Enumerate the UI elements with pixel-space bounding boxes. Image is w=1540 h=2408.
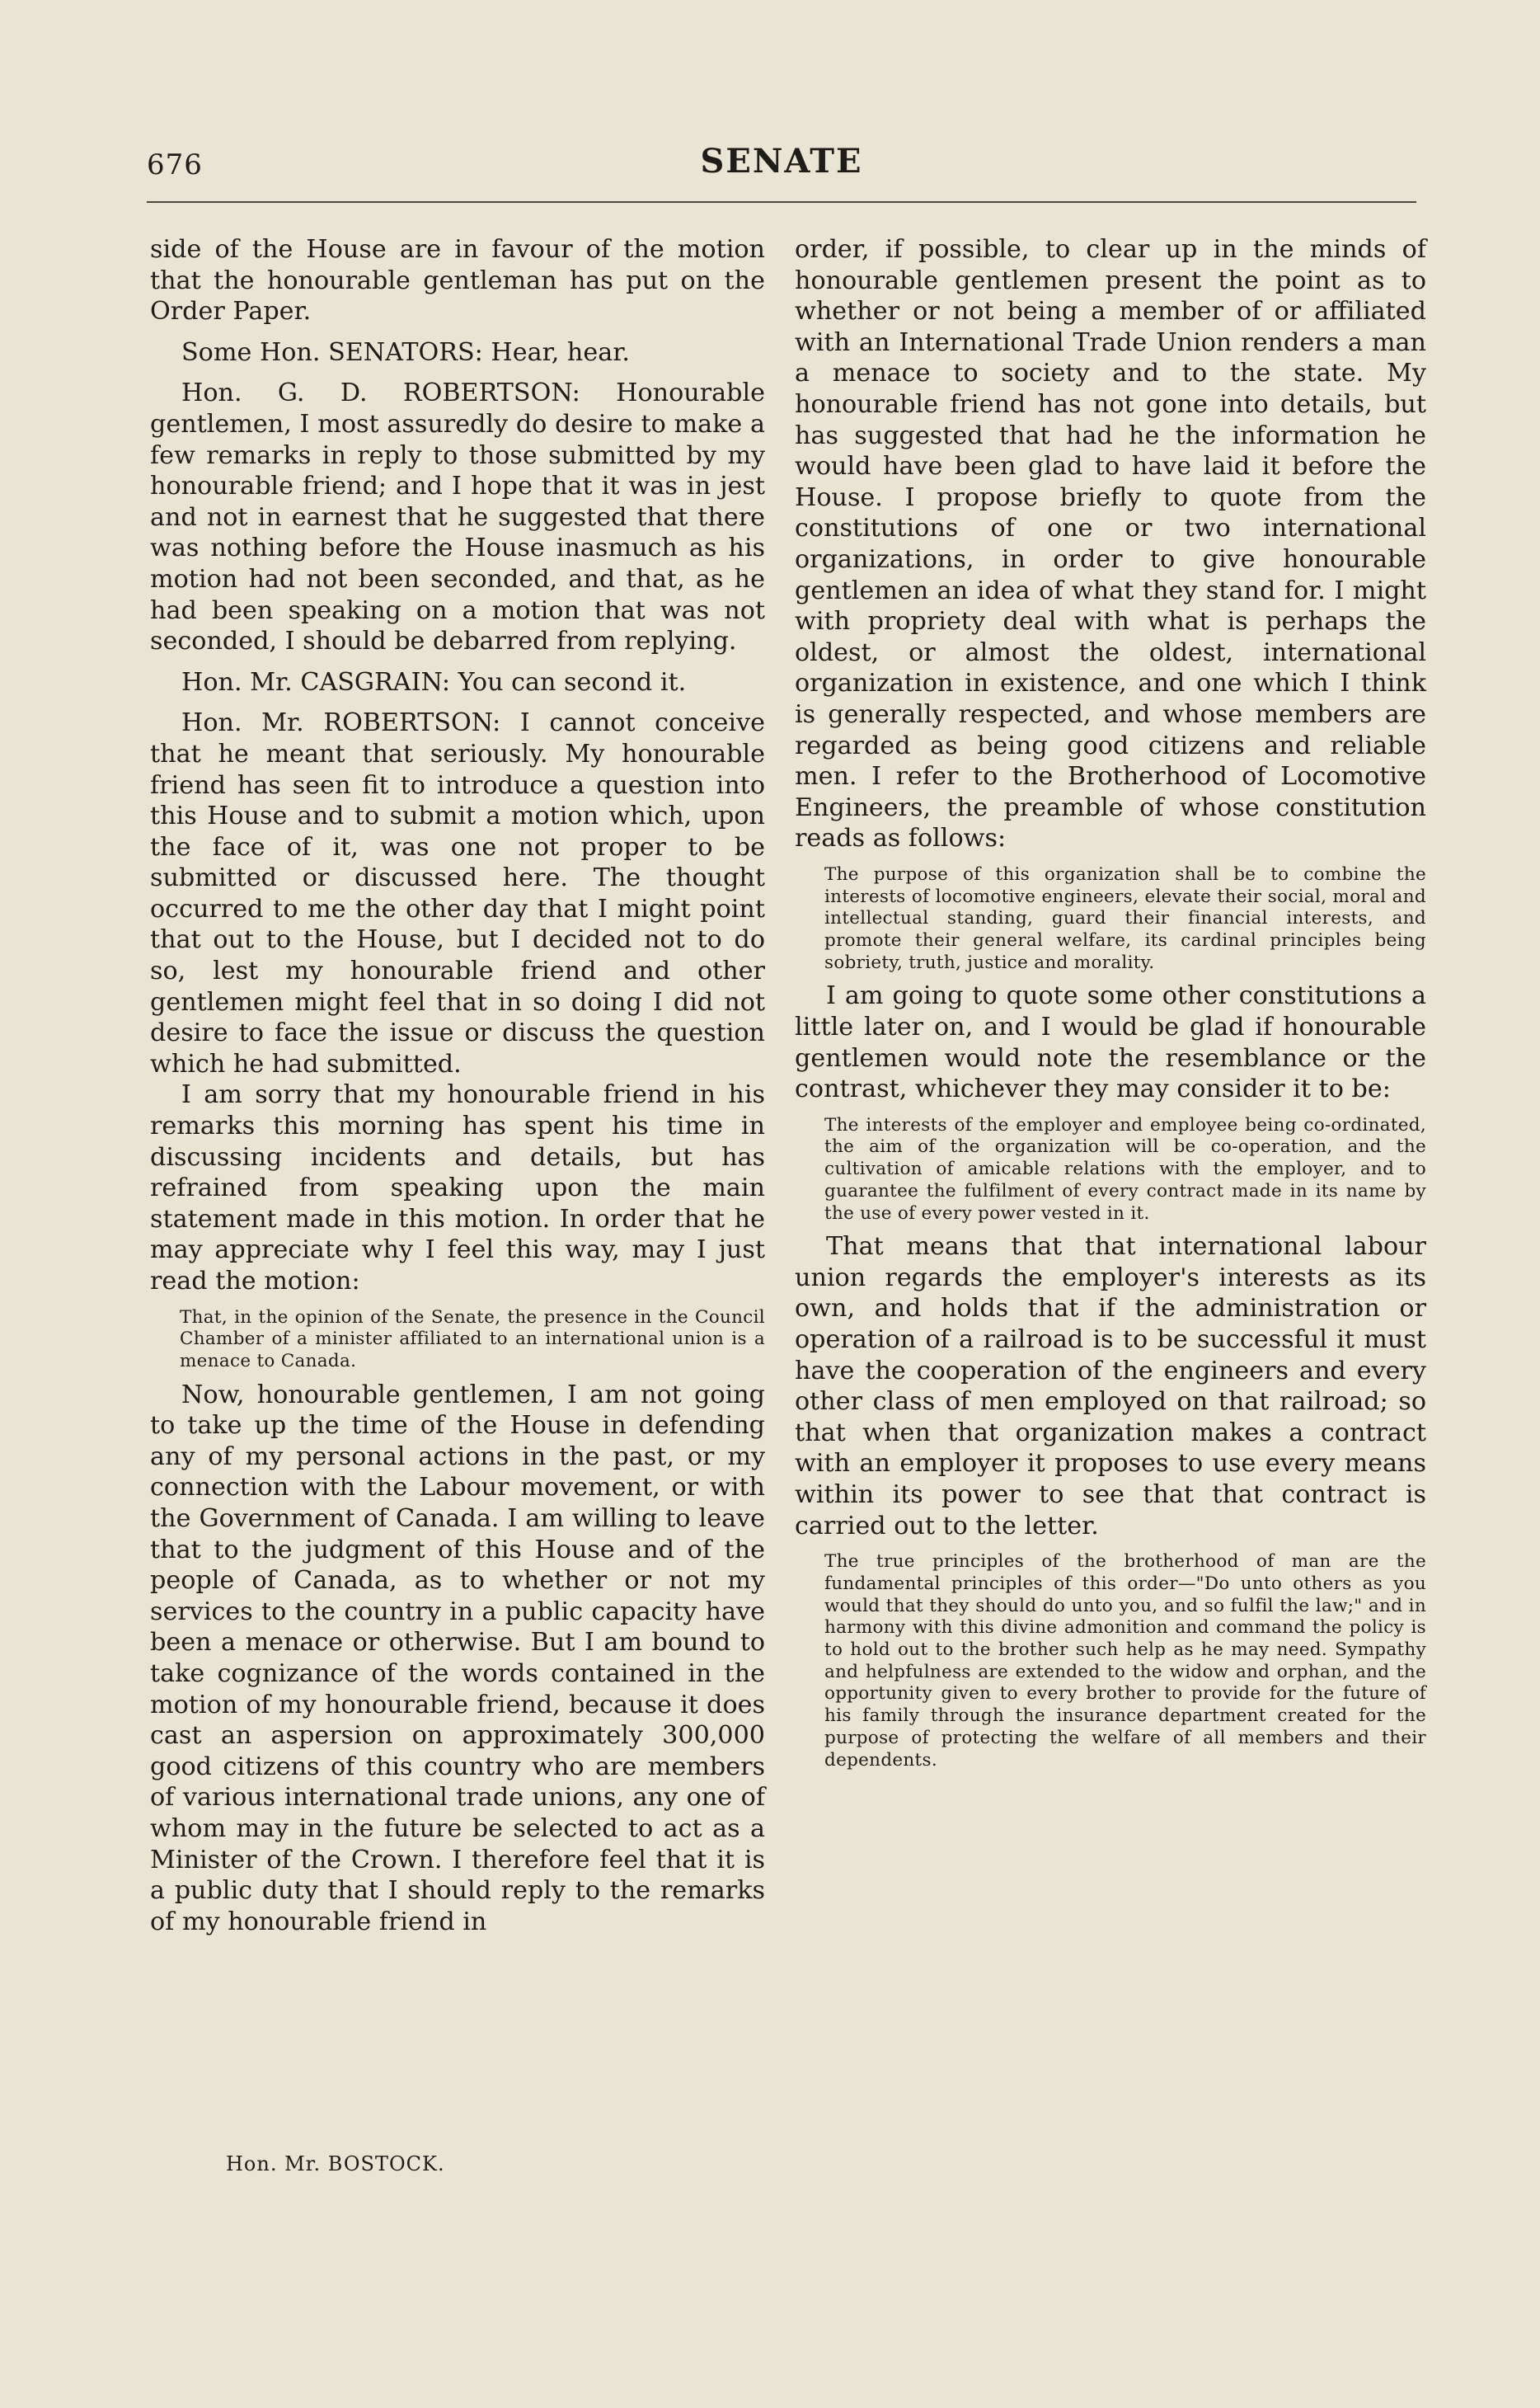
running-head: SENATE	[700, 142, 863, 181]
paragraph: I am sorry that my honourable friend in his remarks this morning has spent his time in discussing incidents and details, but has refrained from speaking upon the main statement made in this motion. In order that he may appreciate why I feel this way, may I just read the motion:	[150, 1080, 765, 1296]
right-column	[795, 234, 1426, 1778]
page-header	[147, 142, 1416, 191]
left-column	[150, 234, 765, 1937]
paragraph: side of the House are in favour of the motion that the honourable gentleman has put on the Order Paper.	[150, 235, 765, 327]
block-quote-preamble: The purpose of this organization shall be to combine the interests of locomotive engineers, elevate their social, moral and intellectual standing, guard their financial interests, and promote their general welfare, its cardinal principles being sobriety, truth, justice and morality.	[824, 863, 1426, 973]
page-number: 676	[147, 148, 203, 181]
footer-speaker: Hon. Mr. BOSTOCK.	[226, 2152, 445, 2175]
paragraph-interjection: Some Hon. SENATORS: Hear, hear.	[181, 337, 630, 367]
paragraph-interjection: Hon. Mr. CASGRAIN: You can second it.	[181, 667, 687, 697]
block-quote-motion: That, in the opinion of the Senate, the presence in the Council Chamber of a minister affiliated to an international union is a menace to Canada.	[180, 1306, 765, 1371]
paragraph-speech: Hon. Mr. ROBERTSON: I cannot conceive that he meant that seriously. My honourable friend has seen fit to introduce a question into this House and to submit a motion which, upon the face of it, was one not proper to be submitted or discussed here. The thought occurred to me the other day that I might point that out to the House, but I decided not to do so, lest my honourable friend and other gentlemen might feel that in so doing I did not desire to face the issue or discuss the question which he had submitted.	[150, 708, 765, 1079]
block-quote-constitution: The interests of the employer and employee being co-ordinated, the aim of the organization will be co-operation, and the cultivation of amicable relations with the employer, and to guarantee the fulfilment of every contract made in its name by the use of every power vested in it.	[824, 1114, 1426, 1224]
paragraph: I am going to quote some other constitutions a little later on, and I would be glad if honourable gentlemen would note the resemblance or the contrast, whichever they may consider it to be:	[795, 981, 1426, 1104]
paragraph: Now, honourable gentlemen, I am not going to take up the time of the House in defending any of my personal actions in the past, or my connection with the Labour movement, or with the Government of Canada. I am willing to leave that to the judgment of this House and of the people of Canada, as to whether or not my services to the country in a public capacity have been a menace or otherwise. But I am bound to take cognizance of the words contained in the motion of my honourable friend, because it does cast an aspersion on approximately 300,000 good citizens of this country who are members of various international trade unions, any one of whom may in the future be selected to act as a Minister of the Crown. I therefore feel that it is a public duty that I should reply to the remarks of my honourable friend in	[150, 1380, 765, 1936]
paragraph: That means that that international labour union regards the employer's interests as its own, and holds that if the administration or operation of a railroad is to be successful it must have the cooperation of the engineers and every other class of men employed on that railroad; so that when that organization makes a contract with an employer it proposes to use every means within its power to see that that contract is carried out to the letter.	[795, 1232, 1426, 1540]
paragraph: order, if possible, to clear up in the minds of honourable gentlemen present the point as to whether or not being a member of or affiliated with an International Trade Union renders a man a menace to society and to the state. My honourable friend has not gone into details, but has suggested that had he the information he would have been glad to have laid it before the House. I propose briefly to quote from the constitutions of one or two international organizations, in order to give honourable gentlemen an idea of what they stand for. I might with propriety deal with what is perhaps the oldest, or almost the oldest, international organization in existence, and one which I think is generally respected, and whose members are regarded as being good citizens and reliable men. I refer to the Brotherhood of Locomotive Engineers, the preamble of whose constitution reads as follows:	[795, 235, 1426, 854]
header-rule	[147, 201, 1416, 203]
block-quote-principles: The true principles of the brotherhood of man are the fundamental principles of this order—"Do unto others as you would that they should do unto you, and so fulfil the law;" and in harmony with this divine admonition and command the policy is to hold out to the brother such help as he may need. Sympathy and helpfulness are extended to the widow and orphan, and the opportunity given to every brother to provide for the future of his family through the insurance department created for the purpose of protecting the welfare of all members and their dependents.	[824, 1551, 1426, 1771]
paragraph-speech: Hon. G. D. ROBERTSON: Honourable gentlemen, I most assuredly do desire to make a few remarks in reply to those submitted by my honourable friend; and I hope that it was in jest and not in earnest that he suggested that there was nothing before the House inasmuch as his motion had not been seconded, and that, as he had been speaking on a motion that was not seconded, I should be debarred from replying.	[150, 379, 765, 656]
